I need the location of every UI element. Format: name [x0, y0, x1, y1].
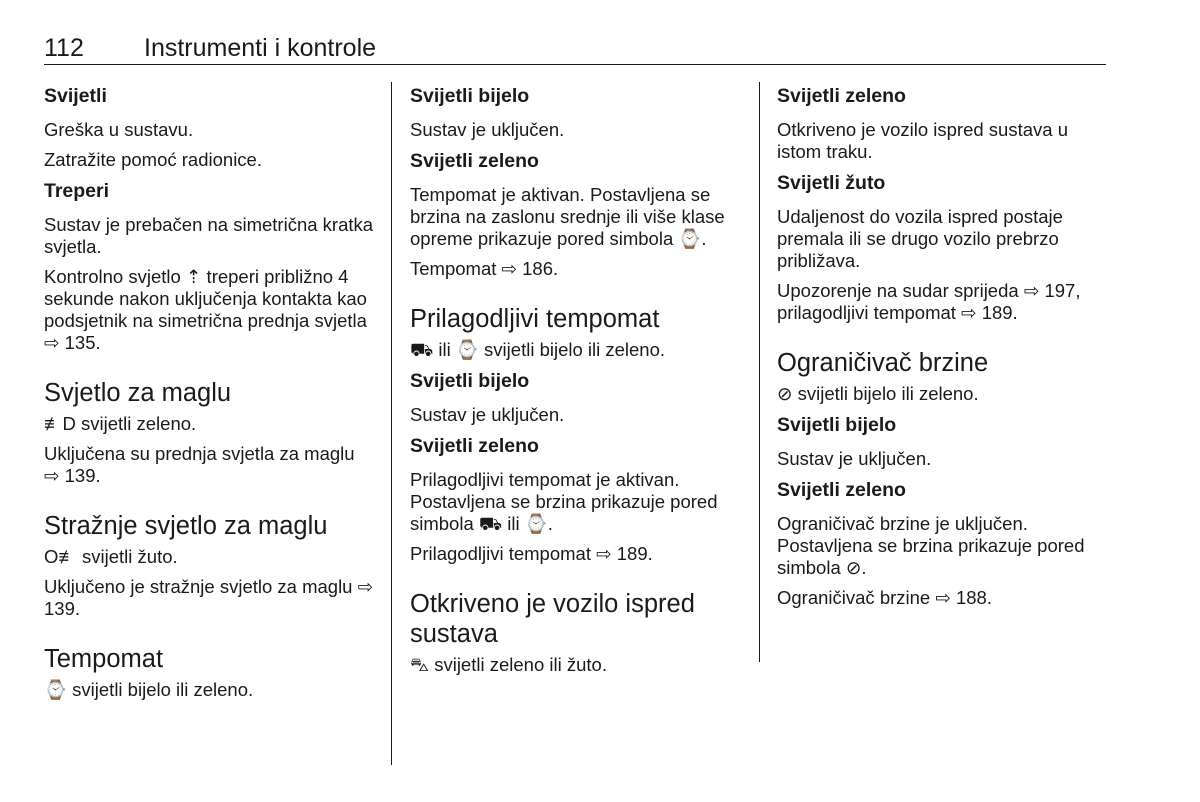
subheading: Svijetli	[44, 85, 107, 107]
paragraph: Sustav je prebačen na simetrična kratka svjetla.	[44, 214, 374, 257]
paragraph: Kontrolno svjetlo ⇡ treperi približno 4 sekunde nakon uključenja kontakta kao podsjetnik na simetrična prednja svjetla ⇨ 135.	[44, 266, 367, 353]
paragraph: Tempomat ⇨ 186.	[410, 258, 559, 279]
paragraph: Ograničivač brzine ⇨ 188.	[777, 587, 992, 608]
paragraph: Prilagodljivi tempomat ⇨ 189.	[410, 543, 653, 564]
section-heading: Svjetlo za maglu	[44, 379, 232, 407]
paragraph: Sustav je uključen.	[410, 404, 565, 425]
column-1	[44, 84, 374, 709]
paragraph: ≢D svijetli zeleno.	[44, 413, 197, 434]
paragraph: Uključeno je stražnje svjetlo za maglu ⇨ 139.	[44, 576, 374, 619]
section-heading: Otkriveno je vozilo ispred sustava	[410, 590, 695, 648]
subheading: Svijetli zeleno	[410, 435, 539, 457]
paragraph: ⊘ svijetli bijelo ili zeleno.	[777, 383, 979, 404]
subheading: Svijetli bijelo	[777, 414, 897, 436]
paragraph: Tempomat je aktivan. Postavljena se brzina na zaslonu srednje ili više klase opreme prikazuje pored simbola ⌚.	[410, 184, 725, 249]
column-3	[777, 84, 1112, 617]
subheading: Treperi	[44, 180, 110, 202]
paragraph: ⛟ ili ⌚ svijetli bijelo ili zeleno.	[410, 339, 666, 360]
paragraph: Sustav je uključen.	[410, 119, 565, 140]
paragraph: Zatražite pomoć radionice.	[44, 149, 262, 170]
column-divider-2	[759, 82, 760, 662]
paragraph: ⌚ svijetli bijelo ili zeleno.	[44, 679, 254, 700]
section-heading: Ograničivač brzine	[777, 349, 989, 377]
paragraph: O≢ svijetli žuto.	[44, 546, 178, 567]
page-number: 112	[44, 34, 84, 62]
section-heading: Prilagodljivi tempomat	[410, 305, 660, 333]
paragraph: Ograničivač brzine je uključen. Postavljena se brzina prikazuje pored simbola ⊘.	[777, 513, 1085, 578]
section-heading: Stražnje svjetlo za maglu	[44, 512, 328, 540]
subheading: Svijetli žuto	[777, 172, 886, 194]
column-2	[410, 84, 745, 684]
subheading: Svijetli zeleno	[777, 479, 906, 501]
subheading: Svijetli bijelo	[410, 370, 530, 392]
paragraph: Prilagodljivi tempomat je aktivan. Postavljena se brzina prikazuje pored simbola ⛟ ili ⌚.	[410, 469, 718, 534]
paragraph: Greška u sustavu.	[44, 119, 194, 140]
page-header	[44, 34, 1106, 66]
column-divider-1	[391, 82, 392, 765]
paragraph: Uključena su prednja svjetla za maglu ⇨ 139.	[44, 443, 355, 486]
subheading: Svijetli zeleno	[777, 85, 906, 107]
section-title: Instrumenti i kontrole	[144, 34, 377, 62]
paragraph: Otkriveno je vozilo ispred sustava u istom traku.	[777, 119, 1068, 162]
paragraph: Udaljenost do vozila ispred postaje premala ili se drugo vozilo prebrzo približava.	[777, 206, 1063, 271]
subheading: Svijetli bijelo	[410, 85, 530, 107]
paragraph: Sustav je uključen.	[777, 448, 932, 469]
subheading: Svijetli zeleno	[410, 150, 539, 172]
paragraph: ⛍ svijetli zeleno ili žuto.	[410, 654, 607, 675]
header-rule	[44, 64, 1106, 65]
section-heading: Tempomat	[44, 645, 164, 673]
paragraph: Upozorenje na sudar sprijeda ⇨ 197, prilagodljivi tempomat ⇨ 189.	[777, 280, 1081, 323]
